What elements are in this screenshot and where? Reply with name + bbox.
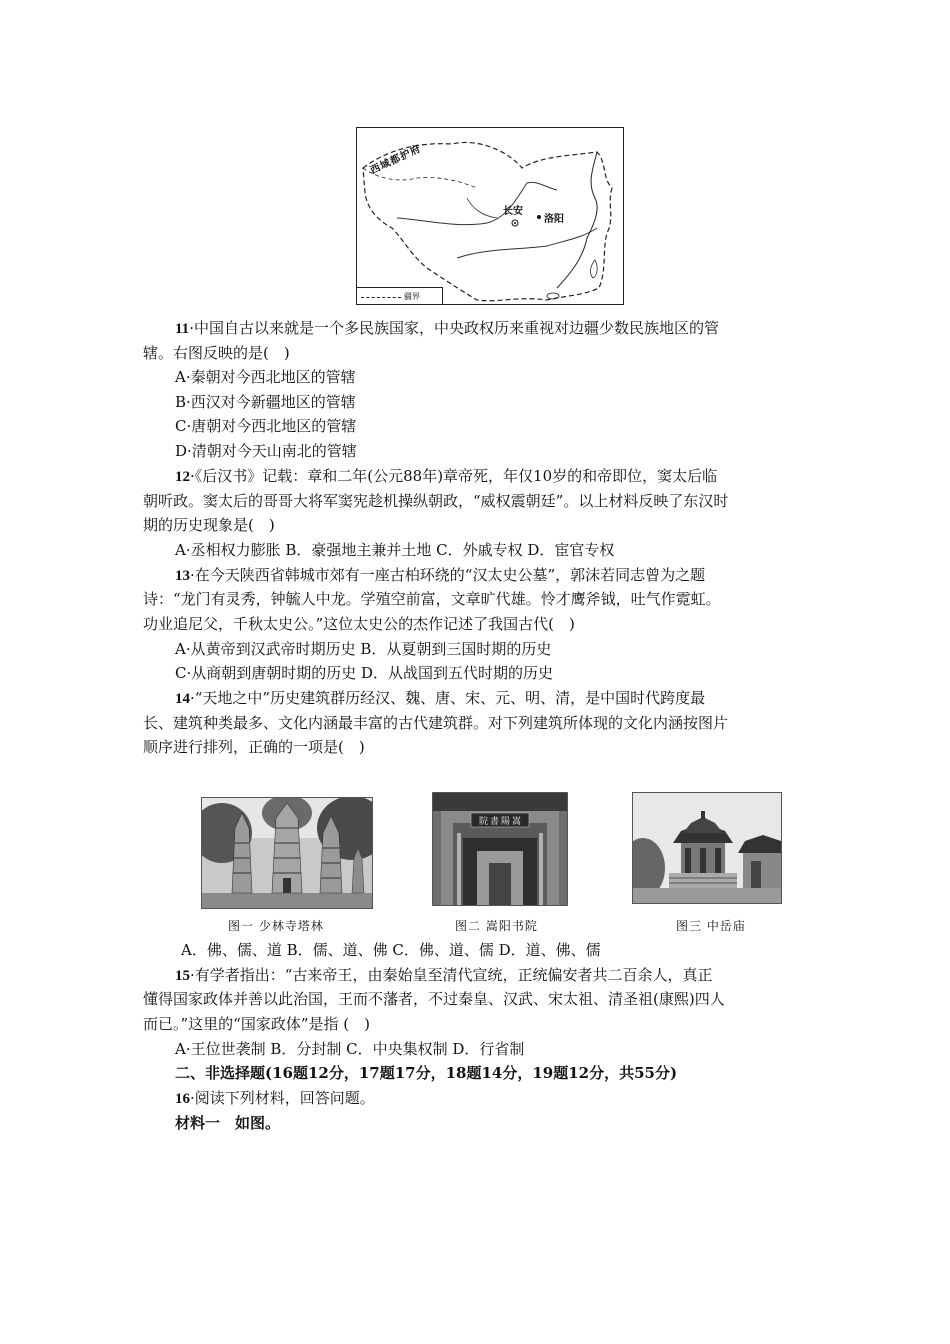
q14-stem-line1 [175,688,705,709]
q12-options: A·丞相权力膨胀 B．豪强地主兼并土地 C．外戚专权 D．宦官专权 [175,541,615,559]
q11-stem-line2: 辖。右图反映的是( ) [143,344,290,362]
academy-plaque-text: 院書陽嵩 [478,817,523,827]
q13-stem-line3: 功业追尼父，千秋太史公。”这位太史公的杰作记述了我国古代( ) [143,615,575,633]
q14-stem-line2: 长、建筑种类最多、文化内涵最丰富的古代建筑群。对下列建筑所体现的文化内涵按图片 [143,714,729,732]
q16-material-1: 材料一 如图。 [175,1114,281,1132]
q14-text-1: ·“天地之中”历史建筑群历经汉、魏、唐、宋、元、明、清，是中国时代跨度最 [190,689,706,707]
q13-number: 13 [175,568,190,584]
q16-stem [175,1088,375,1109]
region-label: 西域都护府 [368,143,424,177]
han-map-figure [356,127,624,305]
q15-stem-line1 [175,965,712,986]
q13-options-cd: C·从商朝到唐朝时期的历史 D．从战国到五代时期的历史 [175,664,554,682]
q15-text-1: ·有学者指出：“古来帝王，由秦始皇至清代宣统，正统偏安者共二百余人，真正 [190,966,713,984]
q13-stem-line2: 诗：“龙门有灵秀，钟毓人中龙。学殖空前富，文章旷代雄。怜才鹰斧钺，吐气作霓虹。 [143,590,721,608]
q13-text-1: ·在今天陕西省韩城市郊有一座古柏环绕的“汉太史公墓”，郭沫若同志曾为之题 [190,566,706,584]
q11-number: 11 [175,321,190,337]
q12-stem-line2: 朝听政。窦太后的哥哥大将军窦宪趁机操纵朝政，“威权震朝廷”。以上材料反映了东汉时 [143,492,729,510]
q14-number: 14 [175,691,190,707]
legend-label: 疆界 [404,292,420,301]
q11-stem-line1 [175,318,719,339]
q15-number: 15 [175,968,190,984]
q14-options: A．佛、儒、道 B．儒、道、佛 C．佛、道、儒 D．道、佛、儒 [181,941,601,959]
border-line-symbol [361,297,401,298]
q11-option-a: A·秦朝对今西北地区的管辖 [175,368,356,386]
q11-option-d: D·清朝对今天山南北的管辖 [175,442,357,460]
q11-text-1: ·中国自古以来就是一个多民族国家，中央政权历来重视对边疆少数民族地区的管 [189,319,719,337]
caption-figure-1: 图一 少林寺塔林 [228,919,324,933]
q16-number: 16 [175,1091,190,1107]
q14-stem-line3: 顺序进行排列，正确的一项是( ) [143,738,365,756]
caption-figure-2: 图二 嵩阳书院 [455,919,538,933]
photo-zhongyue-temple [632,792,782,904]
section-2-heading: 二、非选择题(16题12分，17题17分，18题14分，19题12分，共55分) [175,1064,678,1082]
photo-songyang-academy [432,792,568,906]
photo-shaolin-pagoda-forest [201,797,373,909]
q11-option-c: C·唐朝对今西北地区的管辖 [175,417,357,435]
q12-text-1: ·《后汉书》记载：章和二年(公元88年)章帝死，年仅10岁的和帝即位，窦太后临 [190,467,718,485]
caption-figure-3: 图三 中岳庙 [676,919,746,933]
q13-options-ab: A·从黄帝到汉武帝时期历史 B．从夏朝到三国时期的历史 [175,640,552,658]
q15-options: A·王位世袭制 B．分封制 C．中央集权制 D．行省制 [175,1040,525,1058]
q15-stem-line3: 而已。”这里的“国家政体”是指 ( ) [143,1015,370,1033]
q12-stem-line3: 期的历史现象是( ) [143,516,275,534]
q12-number: 12 [175,469,190,485]
q16-text-1: ·阅读下列材料，回答问题。 [190,1089,375,1107]
map-legend [357,287,443,304]
q13-stem-line1 [175,565,705,586]
q11-option-b: B·西汉对今新疆地区的管辖 [175,393,356,411]
city-label-changan: 长安 [503,206,523,217]
q12-stem-line1 [175,466,717,487]
q15-stem-line2: 懂得国家政体并善以此治国，王而不藩者，不过秦皇、汉武、宋太祖、清圣祖(康熙)四人 [143,990,725,1008]
city-label-luoyang: 洛阳 [544,214,564,225]
